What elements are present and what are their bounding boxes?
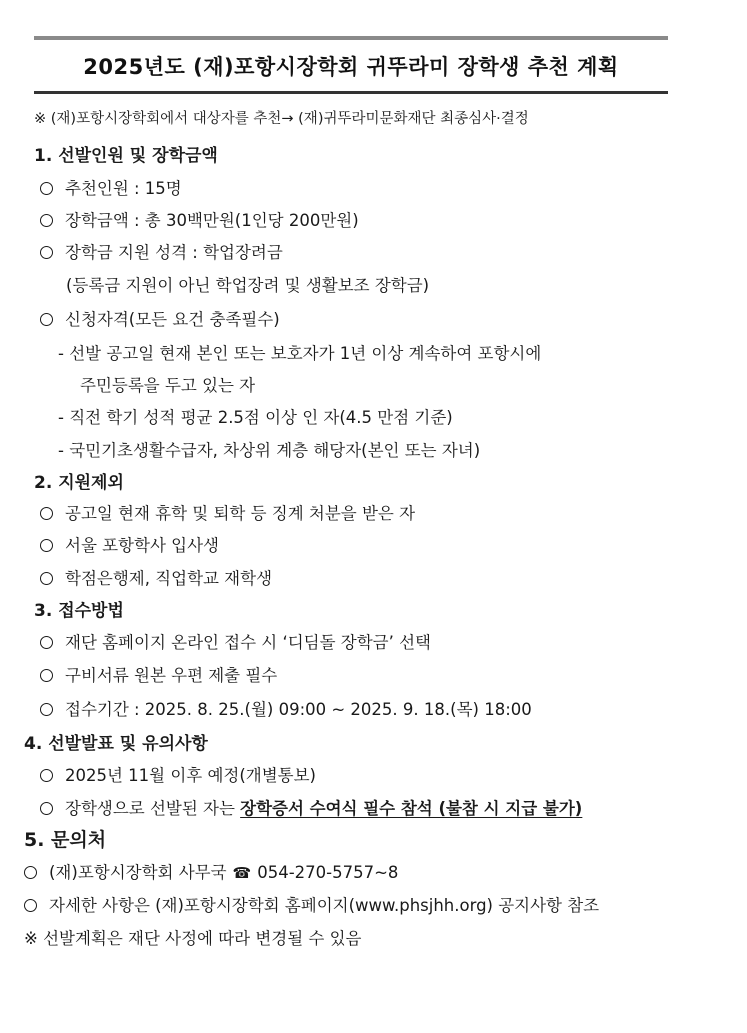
list-item: 2025년 11월 이후 예정(개별통보) xyxy=(40,765,316,787)
list-item: 재단 홈페이지 온라인 접수 시 ‘디딤돌 장학금’ 선택 xyxy=(40,632,431,654)
circle-bullet-icon xyxy=(40,182,53,195)
circle-bullet-icon xyxy=(40,214,53,227)
circle-bullet-icon xyxy=(40,572,53,585)
notice-text: ※ (재)포항시장학회에서 대상자를 추천→ (재)귀뚜라미문화재단 최종심사·결정 xyxy=(34,111,529,127)
page-title: 2025년도 (재)포항시장학회 귀뚜라미 장학생 추천 계획 xyxy=(83,54,619,79)
sub-item-continuation: 주민등록을 두고 있는 자 xyxy=(80,376,256,395)
section-1-heading: 1. 선발인원 및 장학금액 xyxy=(34,146,218,166)
sub-item: - 직전 학기 성적 평균 2.5점 이상 인 자(4.5 만점 기준) xyxy=(58,408,453,427)
list-item: 추천인원 : 15명 xyxy=(40,178,182,200)
list-item: 구비서류 원본 우편 제출 필수 xyxy=(40,665,277,687)
footer-note: ※ 선발계획은 재단 사정에 따라 변경될 수 있음 xyxy=(24,929,362,948)
list-item: 신청자격(모든 요건 충족필수) xyxy=(40,309,280,331)
circle-bullet-icon xyxy=(40,539,53,552)
circle-bullet-icon xyxy=(40,769,53,782)
list-item-continuation: (등록금 지원이 아닌 학업장려 및 생활보조 장학금) xyxy=(66,276,430,295)
list-item: 공고일 현재 휴학 및 퇴학 등 징계 처분을 받은 자 xyxy=(40,503,415,525)
section-4-heading: 4. 선발발표 및 유의사항 xyxy=(24,734,208,754)
website-line: 자세한 사항은 (재)포항시장학회 홈페이지(www.phsjhh.org) 공지사항 참조 xyxy=(24,895,599,917)
title-box xyxy=(34,36,668,94)
list-item: 장학생으로 선발된 자는 장학증서 수여식 필수 참석 (불참 시 지급 불가) xyxy=(40,798,582,820)
section-5-heading: 5. 문의처 xyxy=(24,829,107,851)
list-item: 장학금 지원 성격 : 학업장려금 xyxy=(40,242,283,264)
circle-bullet-icon xyxy=(40,246,53,259)
list-item: 장학금액 : 총 30백만원(1인당 200만원) xyxy=(40,210,359,232)
circle-bullet-icon xyxy=(24,866,37,879)
circle-bullet-icon xyxy=(40,669,53,682)
section-3-heading: 3. 접수방법 xyxy=(34,601,124,621)
circle-bullet-icon xyxy=(40,802,53,815)
sub-item: - 국민기초생활수급자, 차상위 계층 해당자(본인 또는 자녀) xyxy=(58,441,481,460)
circle-bullet-icon xyxy=(24,899,37,912)
section-2-heading: 2. 지원제외 xyxy=(34,473,124,493)
circle-bullet-icon xyxy=(40,507,53,520)
circle-bullet-icon xyxy=(40,703,53,716)
list-item: 서울 포항학사 입사생 xyxy=(40,535,219,557)
list-item: 접수기간 : 2025. 8. 25.(월) 09:00 ~ 2025. 9. 18.(목) 18:00 xyxy=(40,699,532,721)
phone-icon: ☎ xyxy=(232,864,252,882)
circle-bullet-icon xyxy=(40,313,53,326)
emphasis-text: 장학증서 수여식 필수 참석 (불참 시 지급 불가) xyxy=(240,799,583,818)
contact-line: (재)포항시장학회 사무국 ☎ 054-270-5757~8 xyxy=(24,862,398,884)
circle-bullet-icon xyxy=(40,636,53,649)
list-item: 학점은행제, 직업학교 재학생 xyxy=(40,568,272,590)
sub-item: - 선발 공고일 현재 본인 또는 보호자가 1년 이상 계속하여 포항시에 xyxy=(58,344,542,363)
